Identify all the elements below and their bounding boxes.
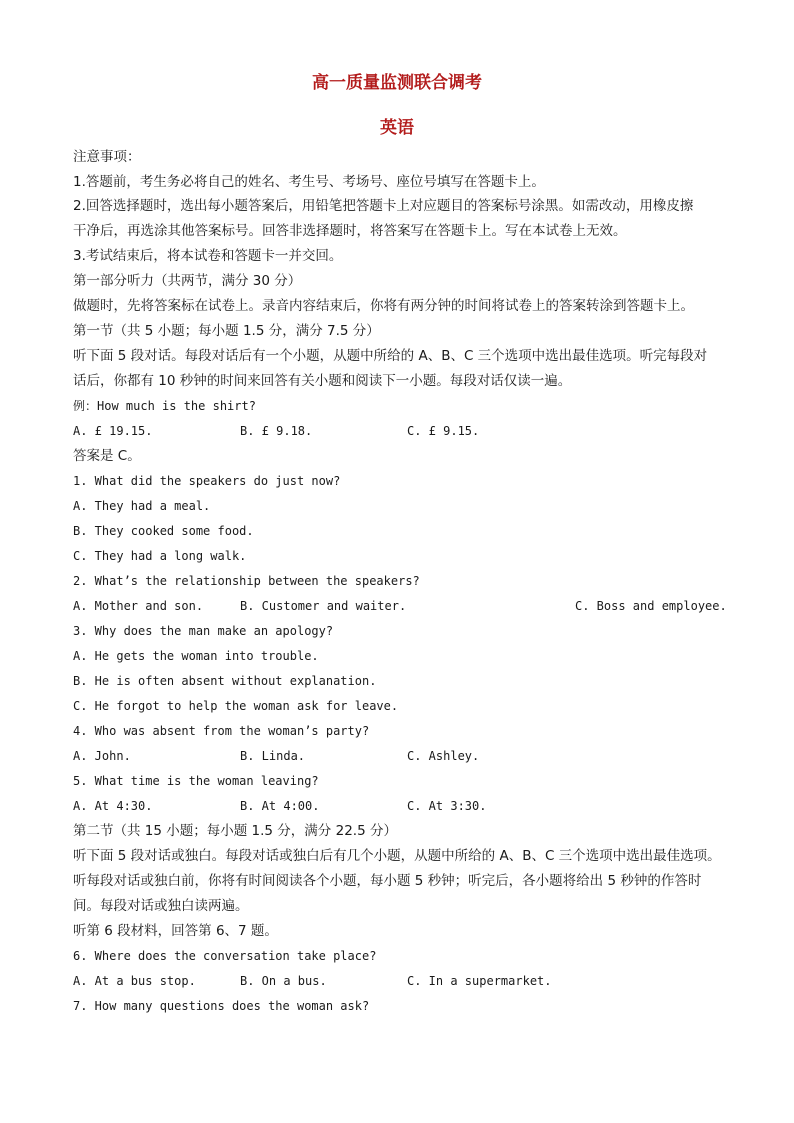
q2-option-a: A. Mother and son. bbox=[73, 599, 204, 613]
q3-option-a: A. He gets the woman into trouble. bbox=[73, 649, 319, 663]
q6-option-c: C. In a supermarket. bbox=[407, 974, 552, 988]
section2-instruction: 听下面 5 段对话或独白。每段对话或独白后有几个小题，从题中所给的 A、B、C 三个选项中选出最佳选项。 bbox=[73, 848, 721, 864]
example-option-c: C. £ 9.15. bbox=[407, 424, 480, 438]
question-7: 7. How many questions does the woman ask? bbox=[73, 999, 370, 1013]
question-5: 5. What time is the woman leaving? bbox=[73, 774, 319, 788]
question-1: 1. What did the speakers do just now? bbox=[73, 474, 341, 488]
q6-option-b: B. On a bus. bbox=[240, 974, 327, 988]
q4-option-c: C. Ashley. bbox=[407, 749, 480, 763]
question-4: 4. Who was absent from the woman’s party? bbox=[73, 724, 370, 738]
q5-option-b: B. At 4:00. bbox=[240, 799, 320, 813]
example-question: 例：How much is the shirt? bbox=[73, 399, 256, 413]
exam-title: 高一质量监测联合调考 bbox=[312, 73, 482, 93]
note-item: 1.答题前，考生务必将自己的姓名、考生号、考场号、座位号填写在答题卡上。 bbox=[73, 174, 545, 190]
note-item: 2.回答选择题时，选出每小题答案后，用铅笔把答题卡上对应题目的答案标号涂黑。如需改动，用橡皮擦 bbox=[73, 198, 694, 214]
material-6-heading: 听第 6 段材料，回答第 6、7 题。 bbox=[73, 923, 278, 939]
q2-option-b: B. Customer and waiter. bbox=[240, 599, 407, 613]
section1-instruction: 话后，你都有 10 秒钟的时间来回答有关小题和阅读下一小题。每段对话仅读一遍。 bbox=[73, 373, 572, 389]
part1-instruction: 做题时，先将答案标在试卷上。录音内容结束后，你将有两分钟的时间将试卷上的答案转涂到答题卡上。 bbox=[73, 298, 694, 314]
q1-option-c: C. They had a long walk. bbox=[73, 549, 247, 563]
q1-option-a: A. They had a meal. bbox=[73, 499, 211, 513]
q4-option-b: B. Linda. bbox=[240, 749, 306, 763]
q3-option-c: C. He forgot to help the woman ask for leave. bbox=[73, 699, 399, 713]
question-3: 3. Why does the man make an apology? bbox=[73, 624, 334, 638]
example-option-a: A. £ 19.15. bbox=[73, 424, 153, 438]
section1-heading: 第一节（共 5 小题；每小题 1.5 分，满分 7.5 分） bbox=[73, 323, 380, 339]
q4-option-a: A. John. bbox=[73, 749, 131, 763]
section1-instruction: 听下面 5 段对话。每段对话后有一个小题，从题中所给的 A、B、C 三个选项中选出最佳选项。听完每段对 bbox=[73, 348, 708, 364]
example-option-b: B. £ 9.18. bbox=[240, 424, 313, 438]
part1-heading: 第一部分听力（共两节，满分 30 分） bbox=[73, 273, 302, 289]
question-2: 2. What’s the relationship between the speakers? bbox=[73, 574, 420, 588]
section2-instruction: 听每段对话或独白前，你将有时间阅读各个小题，每小题 5 秒钟；听完后，各小题将给出 5 秒钟的作答时 bbox=[73, 873, 702, 889]
q1-option-b: B. They cooked some food. bbox=[73, 524, 254, 538]
example-answer: 答案是 C。 bbox=[73, 448, 141, 464]
q6-option-a: A. At a bus stop. bbox=[73, 974, 196, 988]
q3-option-b: B. He is often absent without explanation. bbox=[73, 674, 377, 688]
section2-instruction: 间。每段对话或独白读两遍。 bbox=[73, 898, 249, 914]
notes-heading: 注意事项： bbox=[73, 149, 141, 165]
exam-subject: 英语 bbox=[380, 118, 414, 138]
note-item: 干净后，再选涂其他答案标号。回答非选择题时，将答案写在答题卡上。写在本试卷上无效。 bbox=[73, 223, 627, 239]
q5-option-c: C. At 3:30. bbox=[407, 799, 487, 813]
note-item: 3.考试结束后，将本试卷和答题卡一并交回。 bbox=[73, 248, 343, 264]
section2-heading: 第二节（共 15 小题；每小题 1.5 分，满分 22.5 分） bbox=[73, 823, 397, 839]
question-6: 6. Where does the conversation take place? bbox=[73, 949, 377, 963]
q5-option-a: A. At 4:30. bbox=[73, 799, 153, 813]
q2-option-c: C. Boss and employee. bbox=[575, 599, 727, 613]
